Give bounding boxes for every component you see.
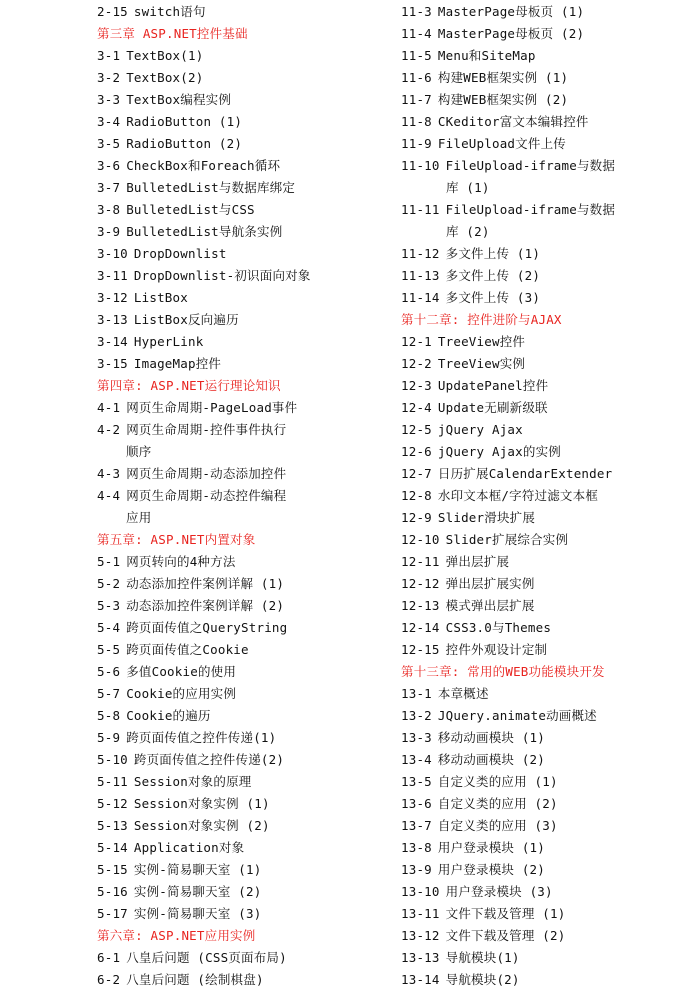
toc-entry-title: 弹出层扩展 xyxy=(445,554,510,569)
toc-entry-title: 跨页面传值之控件传递(2) xyxy=(133,752,285,767)
toc-entry-title-continued: 库 (2) xyxy=(446,224,490,239)
toc-entry-title: 网页转向的4种方法 xyxy=(126,554,236,569)
toc-entry-number: 4-1 xyxy=(97,400,121,415)
toc-entry-number: 5-5 xyxy=(97,642,121,657)
toc-entry-number: 5-10 xyxy=(97,752,128,767)
toc-entry xyxy=(97,485,397,529)
toc-entry xyxy=(401,639,691,661)
toc-entry xyxy=(401,265,691,287)
toc-entry-title: 实例-简易聊天室 (3) xyxy=(133,906,262,921)
toc-entry-number: 5-14 xyxy=(97,840,128,855)
toc-entry-number: 6-2 xyxy=(97,972,121,987)
toc-entry-title: RadioButton (1) xyxy=(126,114,243,129)
toc-entry xyxy=(401,947,691,969)
toc-entry-title: Update无刷新级联 xyxy=(437,400,548,415)
toc-entry xyxy=(401,331,691,353)
toc-entry-title: 多值Cookie的使用 xyxy=(126,664,237,679)
toc-entry xyxy=(97,903,397,925)
toc-entry xyxy=(97,683,397,705)
toc-entry xyxy=(401,89,691,111)
toc-entry-number: 2-15 xyxy=(97,4,128,19)
toc-entry xyxy=(401,837,691,859)
toc-entry xyxy=(401,859,691,881)
chapter-title: 第十二章: 控件进阶与AJAX xyxy=(401,312,562,327)
toc-right-column xyxy=(401,1,691,991)
toc-entry xyxy=(401,199,691,243)
toc-entry-number: 3-15 xyxy=(97,356,128,371)
toc-entry xyxy=(97,771,397,793)
toc-entry xyxy=(401,287,691,309)
toc-entry-number: 13-4 xyxy=(401,752,432,767)
toc-entry-title: HyperLink xyxy=(133,334,204,349)
toc-entry-number: 13-2 xyxy=(401,708,432,723)
toc-entry-number: 12-9 xyxy=(401,510,432,525)
chapter-heading xyxy=(97,375,397,397)
toc-entry-number: 11-13 xyxy=(401,268,440,283)
toc-entry-title: JQuery.animate动画概述 xyxy=(437,708,597,723)
toc-entry-title: 八皇后问题 (绘制棋盘) xyxy=(126,972,264,987)
toc-entry-title: Slider扩展综合实例 xyxy=(445,532,569,547)
toc-entry xyxy=(401,243,691,265)
toc-entry xyxy=(97,287,397,309)
toc-entry-title: 自定义类的应用 (2) xyxy=(437,796,558,811)
toc-entry-number: 13-1 xyxy=(401,686,432,701)
toc-entry xyxy=(97,155,397,177)
toc-entry-number: 13-10 xyxy=(401,884,440,899)
toc-entry xyxy=(401,969,691,991)
toc-entry xyxy=(401,617,691,639)
toc-entry-title: BulletedList与数据库绑定 xyxy=(126,180,296,195)
toc-entry xyxy=(401,727,691,749)
toc-entry xyxy=(401,463,691,485)
toc-entry-title: ListBox xyxy=(133,290,188,305)
toc-entry-title: FileUpload文件上传 xyxy=(437,136,566,151)
toc-entry-title: 网页生命周期-动态添加控件 xyxy=(126,466,287,481)
toc-entry xyxy=(97,881,397,903)
toc-entry-number: 12-2 xyxy=(401,356,432,371)
toc-entry-number: 3-4 xyxy=(97,114,121,129)
toc-entry-number: 5-11 xyxy=(97,774,128,789)
toc-entry-number: 5-17 xyxy=(97,906,128,921)
toc-entry-number: 11-10 xyxy=(401,158,440,173)
toc-entry-number: 3-9 xyxy=(97,224,121,239)
toc-entry-number: 13-11 xyxy=(401,906,440,921)
toc-entry-title: ImageMap控件 xyxy=(133,356,222,371)
toc-entry xyxy=(401,45,691,67)
toc-entry-number: 13-14 xyxy=(401,972,440,987)
toc-entry-title: CKeditor富文本编辑控件 xyxy=(437,114,589,129)
toc-entry-title: 自定义类的应用 (3) xyxy=(437,818,558,833)
toc-entry-title: 用户登录模块 (1) xyxy=(437,840,546,855)
toc-entry-title: 控件外观设计定制 xyxy=(445,642,548,657)
toc-entry xyxy=(401,485,691,507)
chapter-title: 第六章: ASP.NET应用实例 xyxy=(97,928,256,943)
toc-entry-title: 用户登录模块 (2) xyxy=(437,862,546,877)
toc-entry-title: 构建WEB框架实例 (1) xyxy=(437,70,569,85)
toc-entry-number: 12-14 xyxy=(401,620,440,635)
toc-entry-number: 13-9 xyxy=(401,862,432,877)
toc-entry xyxy=(401,573,691,595)
toc-entry xyxy=(401,551,691,573)
toc-entry-number: 12-6 xyxy=(401,444,432,459)
toc-entry xyxy=(97,705,397,727)
toc-entry xyxy=(97,67,397,89)
toc-entry xyxy=(97,89,397,111)
chapter-heading xyxy=(97,925,397,947)
toc-entry-title: 跨页面传值之Cookie xyxy=(126,642,249,657)
toc-entry xyxy=(401,529,691,551)
toc-entry xyxy=(97,617,397,639)
toc-entry xyxy=(97,661,397,683)
toc-entry-number: 5-8 xyxy=(97,708,121,723)
toc-entry-title: 构建WEB框架实例 (2) xyxy=(437,92,569,107)
toc-entry-number: 12-7 xyxy=(401,466,432,481)
toc-entry-number: 5-7 xyxy=(97,686,121,701)
toc-entry-number: 3-3 xyxy=(97,92,121,107)
toc-entry-number: 3-6 xyxy=(97,158,121,173)
toc-entry xyxy=(401,1,691,23)
toc-entry-title-continued: 顺序 xyxy=(126,444,152,459)
toc-entry xyxy=(97,1,397,23)
toc-entry-title: BulletedList导航条实例 xyxy=(126,224,283,239)
toc-entry-number: 3-10 xyxy=(97,246,128,261)
toc-entry-number: 3-8 xyxy=(97,202,121,217)
toc-entry-title: 弹出层扩展实例 xyxy=(445,576,535,591)
toc-entry xyxy=(97,133,397,155)
toc-entry xyxy=(401,815,691,837)
toc-entry-number: 5-1 xyxy=(97,554,121,569)
toc-entry-number: 12-11 xyxy=(401,554,440,569)
toc-entry-number: 12-8 xyxy=(401,488,432,503)
toc-entry-number: 11-8 xyxy=(401,114,432,129)
toc-entry-title: TreeView控件 xyxy=(437,334,526,349)
chapter-title: 第五章: ASP.NET内置对象 xyxy=(97,532,256,547)
toc-entry-title: ListBox反向遍历 xyxy=(133,312,239,327)
toc-entry-number: 12-12 xyxy=(401,576,440,591)
toc-entry-title: 多文件上传 (3) xyxy=(445,290,541,305)
toc-entry-title: 八皇后问题 (CSS页面布局) xyxy=(126,950,287,965)
toc-entry xyxy=(97,309,397,331)
toc-entry-number: 12-3 xyxy=(401,378,432,393)
toc-entry-title: DropDownlist-初识面向对象 xyxy=(133,268,311,283)
toc-entry-number: 5-2 xyxy=(97,576,121,591)
toc-entry-title: 网页生命周期-动态控件编程 xyxy=(126,488,287,503)
toc-entry-number: 6-1 xyxy=(97,950,121,965)
toc-entry xyxy=(97,793,397,815)
toc-entry xyxy=(97,221,397,243)
chapter-heading xyxy=(401,661,691,683)
toc-entry-title: Cookie的遍历 xyxy=(126,708,211,723)
toc-entry xyxy=(401,595,691,617)
toc-entry xyxy=(97,859,397,881)
toc-entry xyxy=(97,199,397,221)
toc-entry xyxy=(97,727,397,749)
toc-entry xyxy=(401,771,691,793)
toc-entry-title: RadioButton (2) xyxy=(126,136,243,151)
toc-entry-number: 13-7 xyxy=(401,818,432,833)
toc-entry xyxy=(97,815,397,837)
toc-entry-number: 11-12 xyxy=(401,246,440,261)
toc-entry-title: 模式弹出层扩展 xyxy=(445,598,535,613)
toc-entry-number: 13-5 xyxy=(401,774,432,789)
toc-entry-title: 网页生命周期-PageLoad事件 xyxy=(126,400,298,415)
toc-entry xyxy=(401,903,691,925)
toc-entry-number: 5-6 xyxy=(97,664,121,679)
toc-entry-title: DropDownlist xyxy=(133,246,227,261)
chapter-title: 第四章: ASP.NET运行理论知识 xyxy=(97,378,281,393)
toc-entry-number: 3-14 xyxy=(97,334,128,349)
toc-entry xyxy=(97,837,397,859)
toc-entry-title: 动态添加控件案例详解 (1) xyxy=(126,576,285,591)
toc-entry xyxy=(401,133,691,155)
toc-entry xyxy=(401,441,691,463)
toc-entry-title: CheckBox和Foreach循环 xyxy=(126,158,281,173)
toc-entry xyxy=(401,67,691,89)
toc-entry xyxy=(97,595,397,617)
chapter-heading xyxy=(97,529,397,551)
toc-entry-number: 13-13 xyxy=(401,950,440,965)
toc-entry-title: Application对象 xyxy=(133,840,245,855)
toc-entry xyxy=(97,419,397,463)
toc-entry-number: 12-15 xyxy=(401,642,440,657)
toc-entry-title: TextBox(1) xyxy=(126,48,204,63)
toc-entry-title: 日历扩展CalendarExtender xyxy=(437,466,613,481)
toc-entry-number: 11-3 xyxy=(401,4,432,19)
toc-entry-number: 12-1 xyxy=(401,334,432,349)
toc-entry xyxy=(401,397,691,419)
toc-entry xyxy=(97,111,397,133)
toc-entry-number: 13-3 xyxy=(401,730,432,745)
toc-entry-title: 文件下载及管理 (2) xyxy=(445,928,566,943)
toc-entry-title: Session对象实例 (1) xyxy=(133,796,270,811)
toc-entry xyxy=(97,749,397,771)
toc-entry-number: 11-7 xyxy=(401,92,432,107)
toc-entry-title: Slider滑块扩展 xyxy=(437,510,536,525)
toc-entry-number: 5-3 xyxy=(97,598,121,613)
toc-entry-number: 5-9 xyxy=(97,730,121,745)
toc-entry-number: 5-16 xyxy=(97,884,128,899)
toc-entry-title: 实例-简易聊天室 (1) xyxy=(133,862,262,877)
toc-entry-title: 多文件上传 (1) xyxy=(445,246,541,261)
toc-entry-number: 4-4 xyxy=(97,488,121,503)
toc-entry xyxy=(97,947,397,969)
toc-left-column xyxy=(97,1,397,991)
toc-entry-title: 文件下载及管理 (1) xyxy=(445,906,566,921)
toc-entry-title: 网页生命周期-控件事件执行 xyxy=(126,422,287,437)
toc-entry-number: 11-5 xyxy=(401,48,432,63)
toc-entry-number: 13-12 xyxy=(401,928,440,943)
chapter-heading xyxy=(97,23,397,45)
toc-entry-title: MasterPage母板页 (1) xyxy=(437,4,585,19)
toc-entry xyxy=(97,639,397,661)
toc-entry-number: 12-10 xyxy=(401,532,440,547)
toc-entry-title: jQuery Ajax的实例 xyxy=(437,444,561,459)
toc-entry-title: TextBox编程实例 xyxy=(126,92,232,107)
toc-entry-title: 动态添加控件案例详解 (2) xyxy=(126,598,285,613)
toc-entry-title: 本章概述 xyxy=(437,686,489,701)
toc-entry-number: 12-13 xyxy=(401,598,440,613)
toc-entry xyxy=(401,23,691,45)
chapter-title: 第三章 ASP.NET控件基础 xyxy=(97,26,248,41)
toc-entry-title: Session对象实例 (2) xyxy=(133,818,270,833)
toc-entry-number: 3-7 xyxy=(97,180,121,195)
toc-entry-number: 13-6 xyxy=(401,796,432,811)
toc-entry-number: 4-2 xyxy=(97,422,121,437)
toc-entry-title: 导航模块(2) xyxy=(445,972,520,987)
toc-entry-title: switch语句 xyxy=(133,4,206,19)
toc-entry-title: 自定义类的应用 (1) xyxy=(437,774,558,789)
toc-entry-title: 移动动画模块 (1) xyxy=(437,730,546,745)
toc-entry-title: FileUpload-iframe与数据 xyxy=(445,158,616,173)
toc-entry-title: 用户登录模块 (3) xyxy=(445,884,553,899)
toc-entry xyxy=(97,397,397,419)
toc-entry-number: 5-12 xyxy=(97,796,128,811)
toc-entry-title: 多文件上传 (2) xyxy=(445,268,541,283)
toc-entry-title: Menu和SiteMap xyxy=(437,48,536,63)
toc-entry xyxy=(401,925,691,947)
toc-entry xyxy=(97,243,397,265)
toc-entry-title: 跨页面传值之QueryString xyxy=(126,620,288,635)
chapter-heading xyxy=(401,309,691,331)
toc-entry xyxy=(97,969,397,991)
toc-entry xyxy=(97,177,397,199)
toc-entry-number: 3-11 xyxy=(97,268,128,283)
toc-entry-number: 5-4 xyxy=(97,620,121,635)
toc-entry xyxy=(97,265,397,287)
toc-entry-number: 3-2 xyxy=(97,70,121,85)
toc-entry xyxy=(97,551,397,573)
toc-entry-title: TreeView实例 xyxy=(437,356,526,371)
toc-entry-number: 13-8 xyxy=(401,840,432,855)
toc-entry-number: 3-12 xyxy=(97,290,128,305)
toc-entry xyxy=(401,353,691,375)
toc-entry-title: 跨页面传值之控件传递(1) xyxy=(126,730,277,745)
toc-entry xyxy=(97,463,397,485)
toc-entry-title: jQuery Ajax xyxy=(437,422,523,437)
toc-entry-number: 3-13 xyxy=(97,312,128,327)
toc-entry-title-continued: 库 (1) xyxy=(446,180,490,195)
toc-entry-number: 11-11 xyxy=(401,202,440,217)
toc-entry xyxy=(401,881,691,903)
toc-entry xyxy=(97,573,397,595)
toc-entry-title: 导航模块(1) xyxy=(445,950,520,965)
toc-entry xyxy=(401,111,691,133)
toc-entry-number: 11-4 xyxy=(401,26,432,41)
toc-entry xyxy=(401,705,691,727)
toc-entry xyxy=(97,353,397,375)
toc-entry xyxy=(401,507,691,529)
toc-entry-number: 12-5 xyxy=(401,422,432,437)
toc-entry-number: 11-9 xyxy=(401,136,432,151)
toc-entry xyxy=(401,749,691,771)
toc-entry xyxy=(401,683,691,705)
toc-entry-title: 水印文本框/字符过滤文本框 xyxy=(437,488,599,503)
toc-entry-title: BulletedList与CSS xyxy=(126,202,255,217)
toc-entry-number: 11-14 xyxy=(401,290,440,305)
toc-entry xyxy=(401,419,691,441)
toc-entry-number: 5-13 xyxy=(97,818,128,833)
toc-entry-title: Session对象的原理 xyxy=(133,774,252,789)
toc-entry xyxy=(401,155,691,199)
toc-entry-title-continued: 应用 xyxy=(126,510,152,525)
toc-entry-title: FileUpload-iframe与数据 xyxy=(445,202,616,217)
toc-entry-title: MasterPage母板页 (2) xyxy=(437,26,585,41)
toc-entry xyxy=(401,793,691,815)
toc-entry-number: 12-4 xyxy=(401,400,432,415)
toc-entry-title: TextBox(2) xyxy=(126,70,204,85)
toc-entry-number: 5-15 xyxy=(97,862,128,877)
toc-entry-number: 4-3 xyxy=(97,466,121,481)
toc-entry-title: UpdatePanel控件 xyxy=(437,378,549,393)
toc-entry-title: Cookie的应用实例 xyxy=(126,686,237,701)
toc-entry-number: 3-5 xyxy=(97,136,121,151)
toc-entry-number: 3-1 xyxy=(97,48,121,63)
toc-entry xyxy=(401,375,691,397)
toc-entry-title: 移动动画模块 (2) xyxy=(437,752,546,767)
toc-entry xyxy=(97,331,397,353)
toc-entry-title: 实例-简易聊天室 (2) xyxy=(133,884,262,899)
toc-entry-title: CSS3.0与Themes xyxy=(445,620,552,635)
chapter-title: 第十三章: 常用的WEB功能模块开发 xyxy=(401,664,605,679)
toc-entry xyxy=(97,45,397,67)
toc-entry-number: 11-6 xyxy=(401,70,432,85)
